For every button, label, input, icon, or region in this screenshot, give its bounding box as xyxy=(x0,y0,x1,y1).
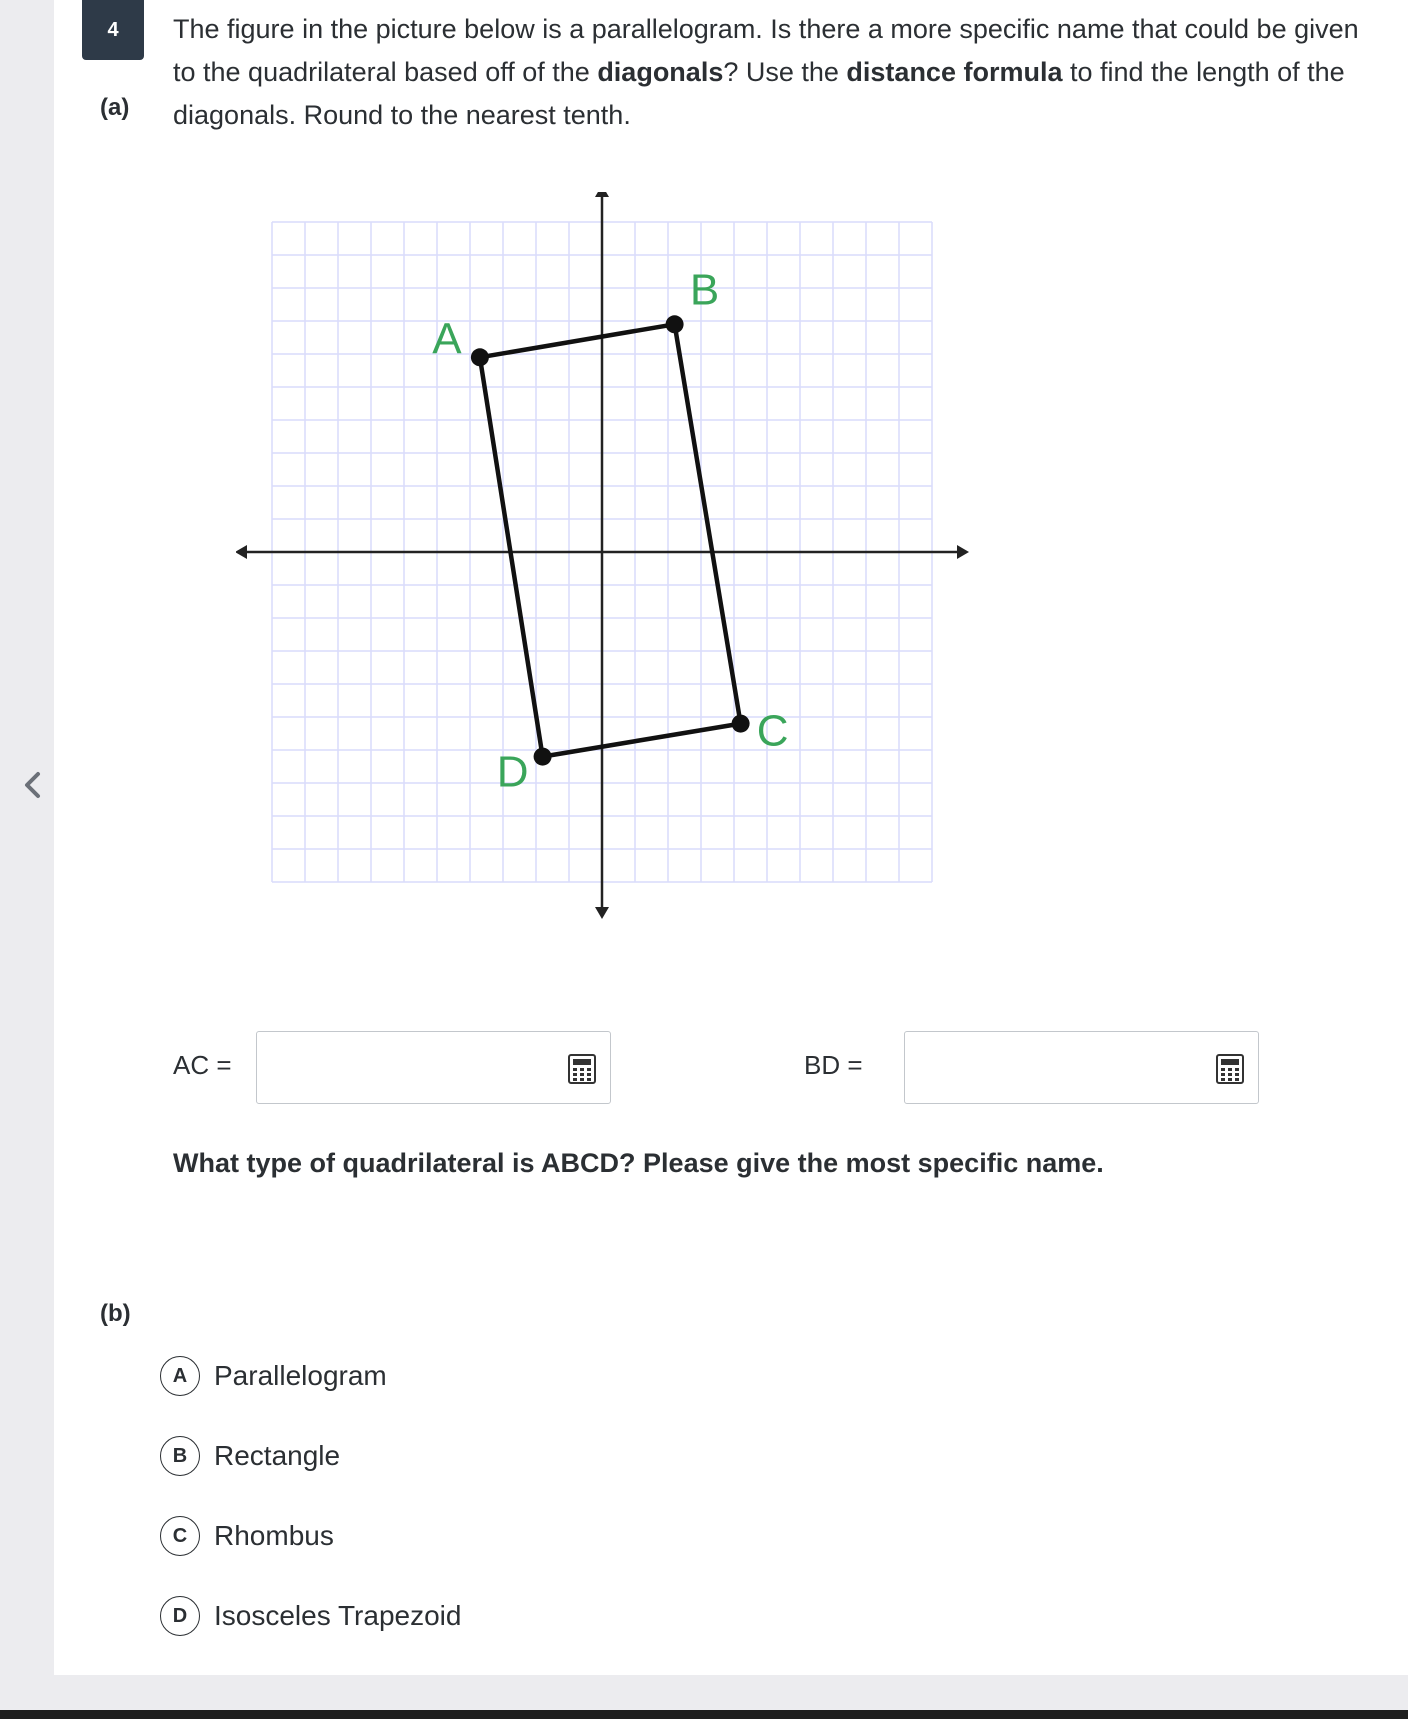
question-prompt xyxy=(173,8,1388,137)
option-text: Rhombus xyxy=(214,1520,334,1551)
ac-input[interactable] xyxy=(267,1042,541,1094)
y-axis-arrow-up xyxy=(595,192,609,197)
part-b-question: What type of quadrilateral is ABCD? Please give the most specific name. xyxy=(173,1148,1104,1178)
bd-answer-box xyxy=(904,1031,1259,1104)
part-a-label: (a) xyxy=(100,94,130,121)
point-label-b: B xyxy=(689,265,720,315)
option-rectangle[interactable] xyxy=(160,1433,340,1479)
prompt-text-1: The figure in the picture below is a parallelogram. Is there a more specific name that could be given to the quadrilateral based off of the xyxy=(173,14,1359,87)
option-text: Isosceles Trapezoid xyxy=(214,1600,462,1631)
prompt-bold-diagonals: diagonals xyxy=(597,57,724,87)
bd-label: BD = xyxy=(804,1050,863,1080)
point-a xyxy=(471,348,489,366)
point-label-a: A xyxy=(432,314,462,364)
option-letter: A xyxy=(160,1356,200,1396)
calculator-icon[interactable] xyxy=(1216,1054,1244,1084)
y-axis-arrow-down xyxy=(595,907,609,919)
ac-answer-box xyxy=(256,1031,611,1104)
coordinate-graph xyxy=(236,192,976,932)
point-label-c: C xyxy=(756,706,789,756)
prompt-text-3: to find the length of the diagonals. Round to the nearest tenth. xyxy=(173,57,1345,130)
point-label-d: D xyxy=(496,747,529,797)
point-b xyxy=(666,315,684,333)
point-d xyxy=(534,748,552,766)
option-letter: B xyxy=(160,1436,200,1476)
previous-question-button[interactable] xyxy=(18,770,48,800)
calculator-icon[interactable] xyxy=(568,1054,596,1084)
chevron-left-icon xyxy=(18,770,48,800)
bottom-bar xyxy=(0,1710,1408,1719)
part-b-label: (b) xyxy=(100,1300,131,1327)
bd-input[interactable] xyxy=(915,1042,1189,1094)
option-isosceles-trapezoid[interactable] xyxy=(160,1593,461,1639)
prompt-text-2: ? Use the xyxy=(723,57,847,87)
prompt-bold-distance-formula: distance formula xyxy=(846,57,1063,87)
option-letter: D xyxy=(160,1596,200,1636)
option-parallelogram[interactable] xyxy=(160,1353,387,1399)
point-c xyxy=(732,715,750,733)
ac-label: AC = xyxy=(173,1050,232,1080)
x-axis-arrow-left xyxy=(236,545,247,559)
x-axis-arrow-right xyxy=(957,545,969,559)
option-text: Rectangle xyxy=(214,1440,341,1471)
left-margin xyxy=(0,0,54,1675)
graph-axes xyxy=(236,192,969,919)
option-rhombus[interactable] xyxy=(160,1513,334,1559)
question-number-badge: 4 xyxy=(82,0,144,60)
option-text: Parallelogram xyxy=(214,1360,387,1391)
option-letter: C xyxy=(160,1516,200,1556)
